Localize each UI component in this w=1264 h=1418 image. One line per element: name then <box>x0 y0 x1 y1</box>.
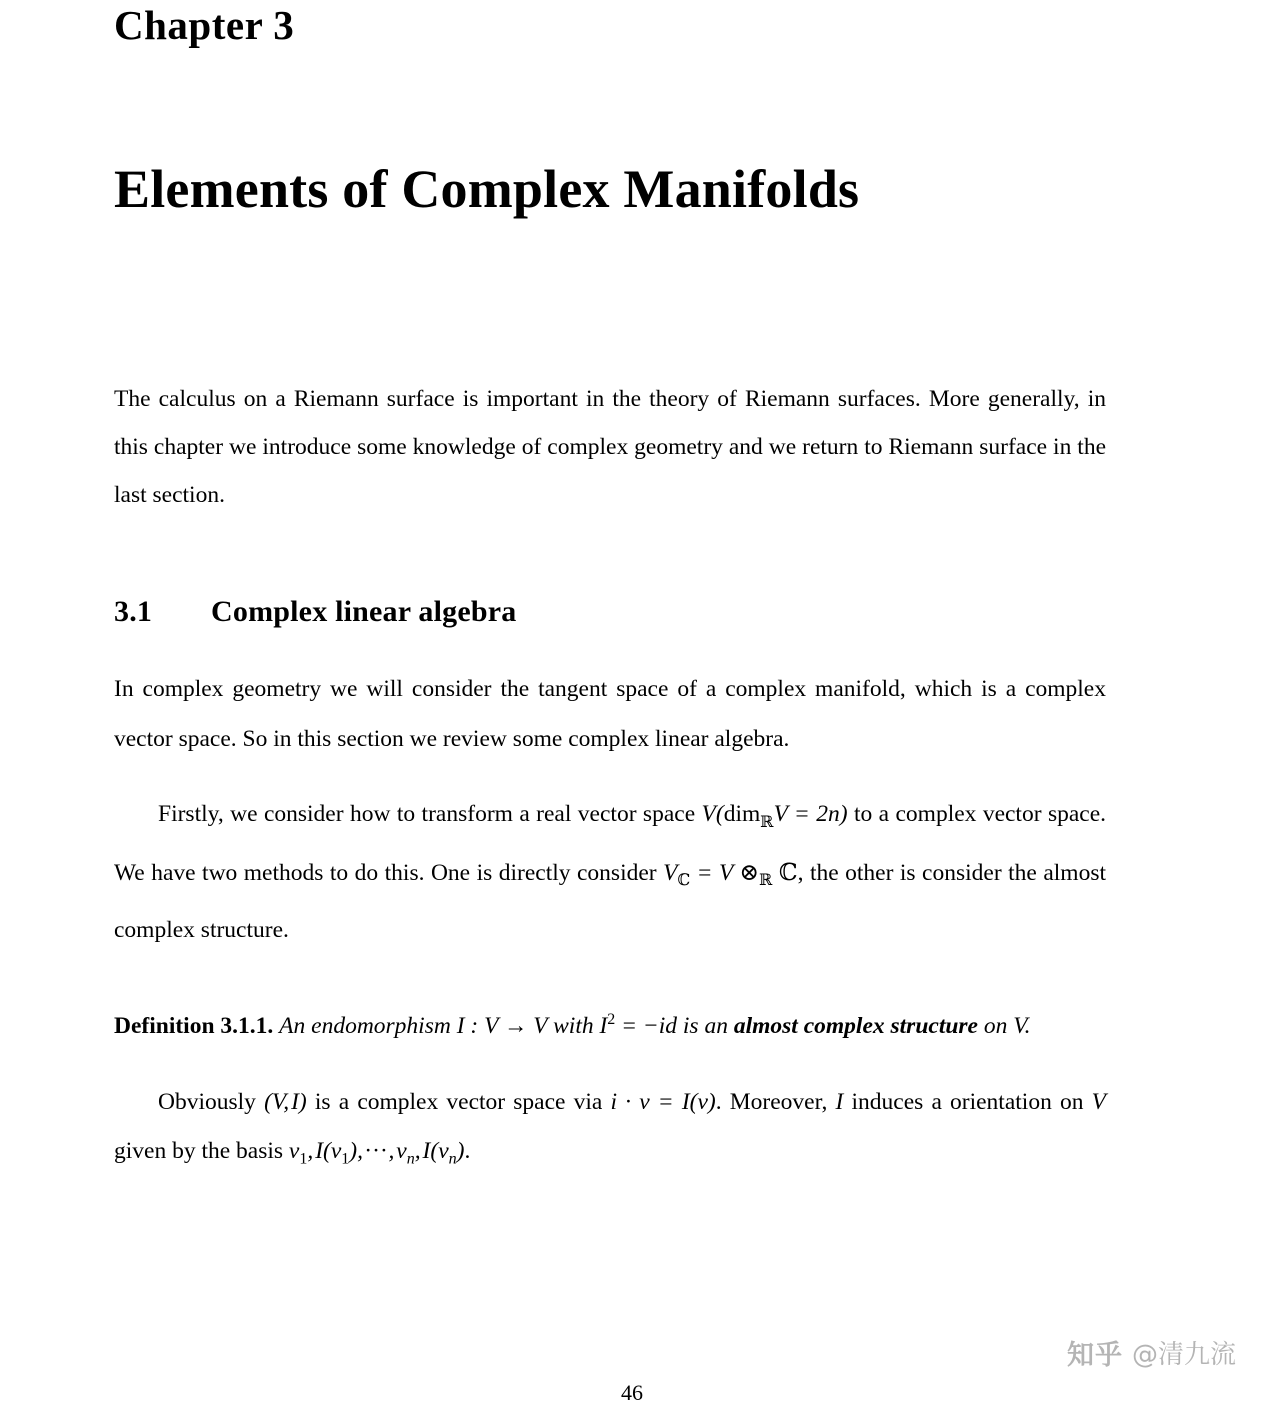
paragraph-2-text-2: to a complex vector space. We have two methods to do this. One is directly consider <box>114 801 1107 886</box>
definition-text-2: with <box>547 1013 600 1040</box>
math-v-orientation: V <box>1091 1088 1106 1115</box>
paragraph-3-text-5: given by the basis <box>114 1138 289 1165</box>
math-v-i-pair: (V, I) <box>264 1088 307 1115</box>
definition-text-5: . <box>1024 1013 1031 1040</box>
paragraph-3-text-6: . <box>464 1138 471 1165</box>
math-real-vector-space: V(dim$_ℝ$V = 2n) <box>701 801 848 832</box>
watermark <box>1067 1333 1236 1372</box>
zhihu-logo: 知乎 <box>1066 1340 1123 1371</box>
definition-text-3: is an <box>677 1013 734 1040</box>
paragraph-3-text-4: induces a orientation on <box>843 1088 1092 1115</box>
definition-bold-term: almost complex structure <box>733 1013 978 1040</box>
paragraph-3-text-3: . Moreover, <box>715 1088 836 1115</box>
math-i-squared: $I^2 = -id$ <box>599 1011 678 1040</box>
paragraph-2-text-3: , the other is consider the almost complex structure. <box>114 859 1107 943</box>
math-v-space: V <box>1013 1013 1025 1040</box>
definition-text-1: An endomorphism <box>279 1013 457 1040</box>
math-basis-list: $v_1$, $I(v_1)$, · · · , $v_n$, $I(v_n)$ <box>288 1138 465 1168</box>
math-i-action: i · v = I(v) <box>610 1088 716 1115</box>
page-content <box>114 0 1114 1208</box>
paragraph-3 <box>114 1078 1106 1185</box>
section-heading <box>114 595 1114 629</box>
chapter-title: Elements of Complex Manifolds <box>114 159 860 220</box>
chapter-label: Chapter 3 <box>114 2 295 48</box>
page-number: 46 <box>621 1380 643 1405</box>
math-complexification: $V_ℂ = V$ $\otimes_ℝ$ ℂ <box>663 857 798 890</box>
intro-paragraph: The calculus on a Riemann surface is important in the theory of Riemann surfaces. More generally, in this chapter we introduce some knowledge of complex geometry and we return to Riemann surface in the last section. <box>114 386 1106 509</box>
paragraph-2 <box>114 790 1106 955</box>
definition-3-1-1 <box>114 995 1106 1051</box>
paragraph-3-text-1: Obviously <box>158 1088 265 1115</box>
math-endomorphism: I : V → V <box>456 1013 548 1040</box>
math-i-operator: I <box>835 1088 844 1115</box>
paragraph-2-text-1: Firstly, we consider how to transform a real vector space <box>158 801 702 828</box>
definition-text-4: on <box>978 1013 1014 1040</box>
paragraph-3-text-2: is a complex vector space via <box>306 1088 611 1115</box>
paragraph-1: In complex geometry we will consider the tangent space of a complex manifold, which is a complex vector space. So in this section we review some complex linear algebra. <box>114 676 1106 752</box>
section-title: Complex linear algebra <box>211 595 517 629</box>
watermark-handle: @清九流 <box>1131 1340 1236 1370</box>
definition-label: Definition 3.1.1. <box>114 1013 274 1040</box>
section-number: 3.1 <box>114 595 153 629</box>
